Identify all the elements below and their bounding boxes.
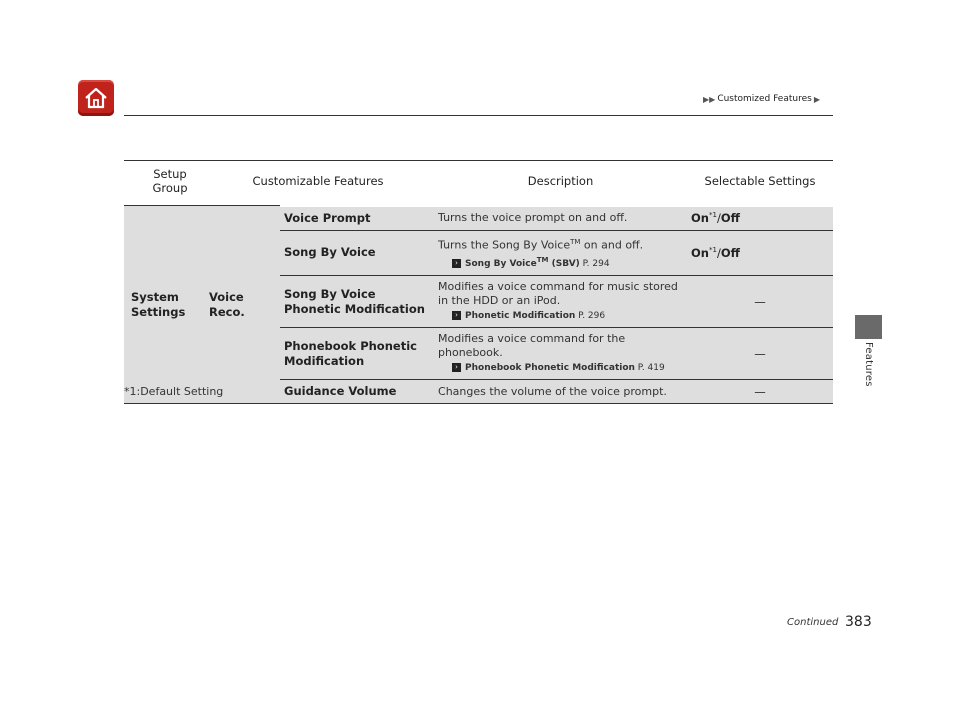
home-icon [83,86,109,110]
reference-arrow-icon: › [452,259,461,268]
table-row [124,206,833,231]
setup-subgroup-voice-reco: Voice Reco. [202,206,280,404]
feature-name: Song By Voice [280,230,434,276]
table-header-row [124,161,833,206]
feature-description: Turns the Song By Voice™ on and off. › Song By Voice™ (SBV) P. 294 [434,230,687,276]
footnote: *1:Default Setting [124,385,224,398]
reference-arrow-icon: › [452,363,461,372]
page-reference[interactable]: › Song By Voice™ (SBV) P. 294 [452,253,681,271]
page-reference[interactable]: › Phonebook Phonetic Modification P. 419 [452,361,681,375]
selectable-setting: — [687,276,833,328]
header-customizable-features: Customizable Features [202,161,434,206]
page-reference[interactable]: › Phonetic Modification P. 296 [452,309,681,323]
breadcrumb [703,94,820,104]
selectable-setting: On$^{*1}$/Off [687,230,833,276]
section-tab[interactable] [855,315,882,339]
breadcrumb-link[interactable]: Customized Features [717,94,812,104]
header-description: Description [434,161,687,206]
continued-label: Continued [787,617,839,628]
feature-description: Modifies a voice command for the phonebook. › Phonebook Phonetic Modification P. 419 [434,328,687,380]
selectable-setting: On$^{*1}$/Off [687,206,833,231]
header-setup-group: Setup Group [124,161,202,206]
header-selectable-settings: Selectable Settings [687,161,833,206]
feature-description: Changes the volume of the voice prompt. [434,380,687,404]
setup-group-system-settings: System Settings [124,206,202,404]
feature-description: Turns the voice prompt on and off. [434,206,687,231]
settings-table [124,160,833,404]
header-divider [124,115,833,116]
page-number: 383 [845,614,872,630]
home-button[interactable] [78,80,114,116]
breadcrumb-arrow-icon: ▶ [813,94,820,104]
selectable-setting: — [687,380,833,404]
selectable-setting: — [687,328,833,380]
feature-description: Modifies a voice command for music stored in the HDD or an iPod. › Phonetic Modification P. 296 [434,276,687,328]
feature-name: Voice Prompt [280,206,434,231]
breadcrumb-arrow-icon: ▶▶ [703,94,716,104]
feature-name: Phonebook Phonetic Modification [280,328,434,380]
feature-name: Guidance Volume [280,380,434,404]
section-tab-label: Features [863,342,874,387]
feature-name: Song By Voice Phonetic Modification [280,276,434,328]
reference-arrow-icon: › [452,311,461,320]
